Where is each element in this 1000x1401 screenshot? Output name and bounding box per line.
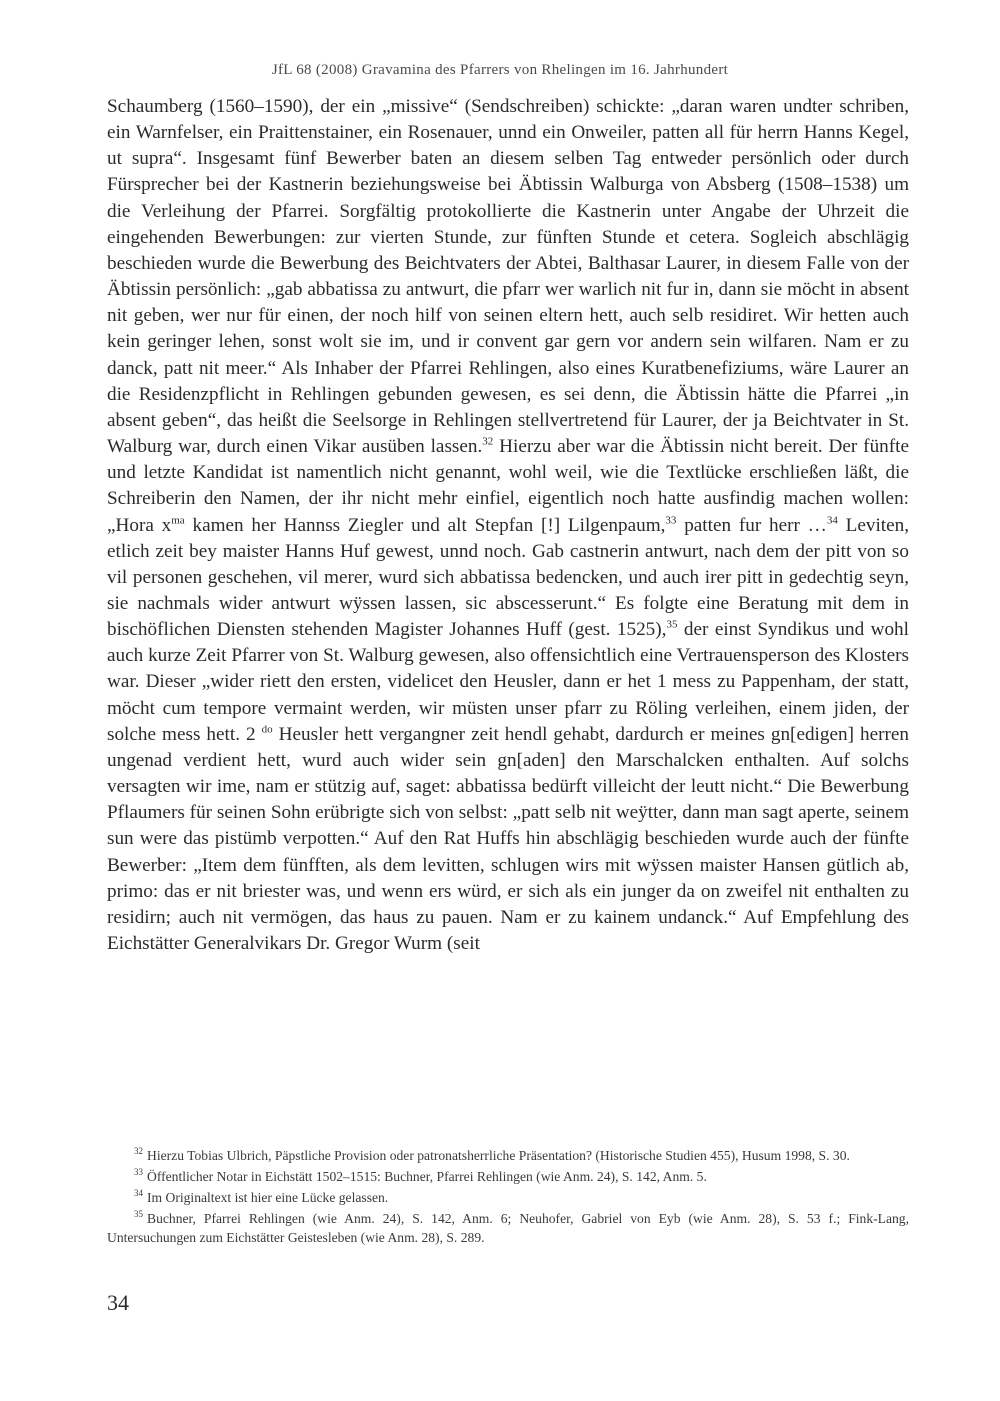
body-segment: Heusler hett vergangner zeit hendl gehabt, dardurch er meines gn[edigen] herren ungenad verdient hett, wurd auch wider sein gn[aden] den Marschalcken enthalten. Auf solchs versagten wir ime, nam er stützig auf, saget: abbatissa bedürft villeicht der leutt nicht.“ Die Bewerbung Pflaumers für seinen Sohn erübrigte sich von selbst: „patt selb nit weÿtter, dann man sagt aperte, seinem sun were das pistümb verpotten.“ Auf den Rat Huffs hin abschlägig beschieden wurde auch der fünfte Bewerber: „Item dem fünfften, als dem levitten, schlugen wirs mit wÿssen maister Hansen gütlich ab, primo: das er nit briester was, und wenn ers würd, er sich als ein junger da on zweifel nit enthalten zu residirn; auch nit vermögen, das haus zu pauen. Nam er zu kainem undanck.“ Auf Empfehlung des Eichstätter Generalvikars Dr. Gregor Wurm (seit: [107, 723, 909, 954]
body-segment: patten fur herr …: [676, 514, 827, 536]
footnote-number: 35: [134, 1209, 143, 1220]
footnote-text: Buchner, Pfarrei Rehlingen (wie Anm. 24), S. 142, Anm. 6; Neuhofer, Gabriel von Eyb (wie Anm. 28), S. 53 f.; Fink-Lang, Untersuchungen zum Eichstätter Geistesleben (wie Anm. 28), S. 289.: [107, 1211, 909, 1245]
footnote-33: [107, 1167, 909, 1186]
footnote-number: 33: [134, 1167, 143, 1178]
page-number: 34: [107, 1290, 129, 1315]
footnote-number: 34: [134, 1188, 143, 1199]
body-segment: der einst Syndikus und wohl auch kurze Zeit Pfarrer von St. Walburg gewesen, also offensichtlich eine Vertrauensperson des Klosters war. Dieser „wider riett den ersten, videlicet den Heusler, dann er het 1 mess zu Pappenham, der statt, möcht cum tempore vermaint werden, wir müsten unser pfarr zu Röling verleihen, einem jiden, der solche mess hett. 2: [107, 619, 909, 745]
body-text: [107, 94, 909, 957]
footnotes: [107, 1146, 909, 1249]
footnote-text: Öffentlicher Notar in Eichstätt 1502–1515: Buchner, Pfarrei Rehlingen (wie Anm. 24), S. 142, Anm. 5.: [147, 1169, 707, 1184]
footnote-ref-33[interactable]: 33: [665, 514, 677, 527]
superscript-ma: ma: [171, 514, 185, 527]
body-segment: kamen her Hannss Ziegler und alt Stepfan [!] Lilgenpaum,: [184, 514, 666, 536]
superscript-do: do: [261, 723, 273, 736]
footnote-32: [107, 1146, 909, 1165]
footnote-text: Hierzu Tobias Ulbrich, Päpstliche Provision oder patronatsherrliche Präsentation? (Historische Studien 455), Husum 1998, S. 30.: [147, 1148, 850, 1163]
body-segment: Schaumberg (1560–1590), der ein „missive“ (Sendschreiben) schickte: „daran waren undter schriben, ein Warnfelser, ein Praittenstainer, ein Rosenauer, unnd ein Onweiler, patten all für herrn Hanns Kegel, ut supra“. Insgesamt fünf Bewerber baten an diesem selben Tag entweder persönlich oder durch Fürsprecher bei der Kastnerin beziehungsweise bei Äbtissin Walburga von Absberg (1508–1538) um die Verleihung der Pfarrei. Sorgfältig protokollierte die Kastnerin unter Angabe der Uhrzeit die eingehenden Bewerbungen: zur vierten Stunde, zur fünften Stunde et cetera. Sogleich abschlägig beschieden wurde die Bewerbung des Beichtvaters der Abtei, Balthasar Laurer, in diesem Falle von der Äbtissin persönlich: „gab abbatissa zu antwurt, die pfarr wer warlich nit fur in, dann sie möcht in absent nit geben, wer nur für einen, der noch hilf von seinen eltern hett, auch selb residiret. Wir hetten auch kein geringer lehen, sonst wolt sie im, und ir convent gar gern vor andern sein wilfaren. Nam er zu danck, patt nit meer.“ Als Inhaber der Pfarrei Rehlingen, also eines Kuratbenefiziums, wäre Laurer an die Residenzpflicht in Rehlingen gebunden gewesen, es sei denn, die Äbtissin hätte die Pfarrei „in absent geben“, das heißt die Seelsorge in Rehlingen stellvertretend für Laurer, der ja Beichtvater in St. Walburg war, durch einen Vikar ausüben lassen.: [107, 96, 909, 458]
footnote-ref-35[interactable]: 35: [666, 618, 678, 631]
running-header: JfL 68 (2008) Gravamina des Pfarrers von Rhelingen im 16. Jahrhundert: [271, 62, 729, 78]
footnote-number: 32: [134, 1146, 143, 1157]
body-segment: Hierzu aber war die Äbtissin nicht bereit. Der fünfte und letzte Kandidat ist namentlich nicht genannt, wohl weil, wie die Textlücke erschließen läßt, die Schreiberin den Namen, der ihr nicht mehr einfiel, eigentlich noch hatte ausfindig machen wollen: „Hora x: [107, 436, 910, 536]
footnote-ref-32[interactable]: 32: [482, 435, 494, 448]
body-segment: Leviten, etlich zeit bey maister Hanns Huf gewest, unnd noch. Gab castnerin antwurt, nach dem der pitt von so vil personen geschehen, vil merer, wurd sich abbatissa bedencken, und auch irer pitt in gedechtig seyn, sie nachmals wider antwurt wÿssen lassen, sic abscesserunt.“ Es folgte eine Beratung mit dem in bischöflichen Diensten stehenden Magister Johannes Huff (gest. 1525),: [107, 514, 910, 641]
footnote-34: [107, 1188, 909, 1207]
footnote-35: [107, 1209, 909, 1247]
footnote-text: Im Originaltext ist hier eine Lücke gelassen.: [147, 1190, 389, 1205]
body-paragraph: [107, 94, 909, 957]
footnote-ref-34[interactable]: 34: [826, 514, 838, 527]
